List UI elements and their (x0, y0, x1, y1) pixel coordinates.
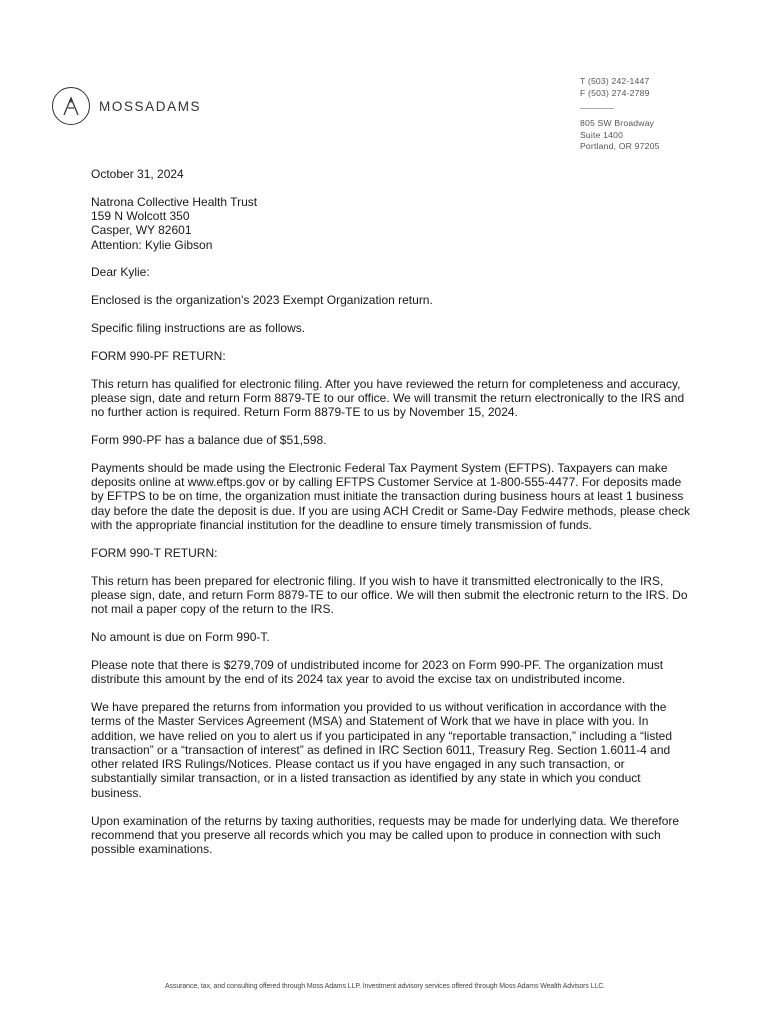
section-heading: FORM 990-T RETURN: (91, 545, 218, 560)
paragraph: This return has qualified for electronic filing. After you have reviewed the return for completeness and accuracy, please sign, date and return Form 8879-TE to our office. We will transmit the return electronically to the IRS and no further action is required. Return Form 8879-TE to us by November 15, 2024. (91, 376, 685, 420)
letter-date: October 31, 2024 (91, 167, 184, 181)
paragraph: No amount is due on Form 990-T. (91, 630, 270, 645)
phone-number: T (503) 242-1447 (580, 76, 650, 86)
contact-divider (580, 108, 614, 109)
paragraph: This return has been prepared for electronic filing. If you wish to have it transmitted electronically to the IRS, please sign, date, and return Form 8879-TE to our office. We will then submit the electronic return to the IRS. Do not mail a paper copy of the return to the IRS. (91, 573, 688, 617)
fax-number: F (503) 274-2789 (580, 87, 650, 98)
paragraph: We have prepared the returns from information you provided to us without verification in accordance with the terms of the Master Services Agreement (MSA) and Statement of Work that we have in place with you. In addition, we have relied on you to alert us if you participated in any “reportable transaction,” including a “listed transaction” or a “transaction of interest” as defined in IRC Section 6011, Treasury Reg. Section 1.6011-4 and other related IRS Rulings/Notices. Please contact us if you have engaged in any such transaction, or substantially similar transaction, or in a listed transaction as identified by any state in which you conduct business. (91, 699, 672, 800)
letter-body (91, 167, 691, 870)
recipient-address (91, 195, 691, 252)
paragraph: Upon examination of the returns by taxing authorities, requests may be made for underlying data. We therefore recommend that you preserve all records which you may be called upon to produce in connection with such possible examinations. (91, 813, 680, 857)
recipient-attention: Attention: Kylie Gibson (91, 237, 213, 252)
paragraph: Payments should be made using the Electronic Federal Tax Payment System (EFTPS). Taxpayers can make deposits online at www.eftps.gov or by calling EFTPS Customer Service at 1-800-555-4477. For deposits made by EFTPS to be on time, the organization must initiate the transaction during business hours at least 1 business day before the date the deposit is due. If you are using ACH Credit or Same-Day Fedwire methods, please check with the appropriate financial institution for the deadline to ensure timely transmission of funds. (91, 460, 690, 533)
paragraph: Enclosed is the organization's 2023 Exempt Organization return. (91, 293, 433, 308)
office-city: Portland, OR 97205 (580, 141, 660, 151)
recipient-name: Natrona Collective Health Trust (91, 194, 258, 209)
recipient-city: Casper, WY 82601 (91, 223, 192, 238)
office-street: 805 SW Broadway (580, 118, 655, 128)
salutation: Dear Kylie: (91, 265, 150, 280)
paragraph: Form 990-PF has a balance due of $51,598. (91, 433, 327, 448)
company-logo (52, 87, 201, 125)
paragraph: Specific filing instructions are as follows. (91, 321, 306, 336)
footer-disclaimer: Assurance, tax, and consulting offered through Moss Adams LLP. Investment advisory services offered through Moss Adams Wealth Advisors LLC. (164, 983, 606, 990)
moss-adams-mark-icon (52, 87, 90, 125)
recipient-street: 159 N Wolcott 350 (91, 209, 190, 224)
section-heading: FORM 990-PF RETURN: (91, 348, 226, 363)
office-suite: Suite 1400 (580, 129, 624, 140)
paragraph: Please note that there is $279,709 of undistributed income for 2023 on Form 990-PF. The organization must distribute this amount by the end of its 2024 tax year to avoid the excise tax on undistributed income. (91, 657, 664, 687)
office-contact-block (580, 76, 660, 153)
logo-text: MOSSADAMS (99, 98, 202, 114)
